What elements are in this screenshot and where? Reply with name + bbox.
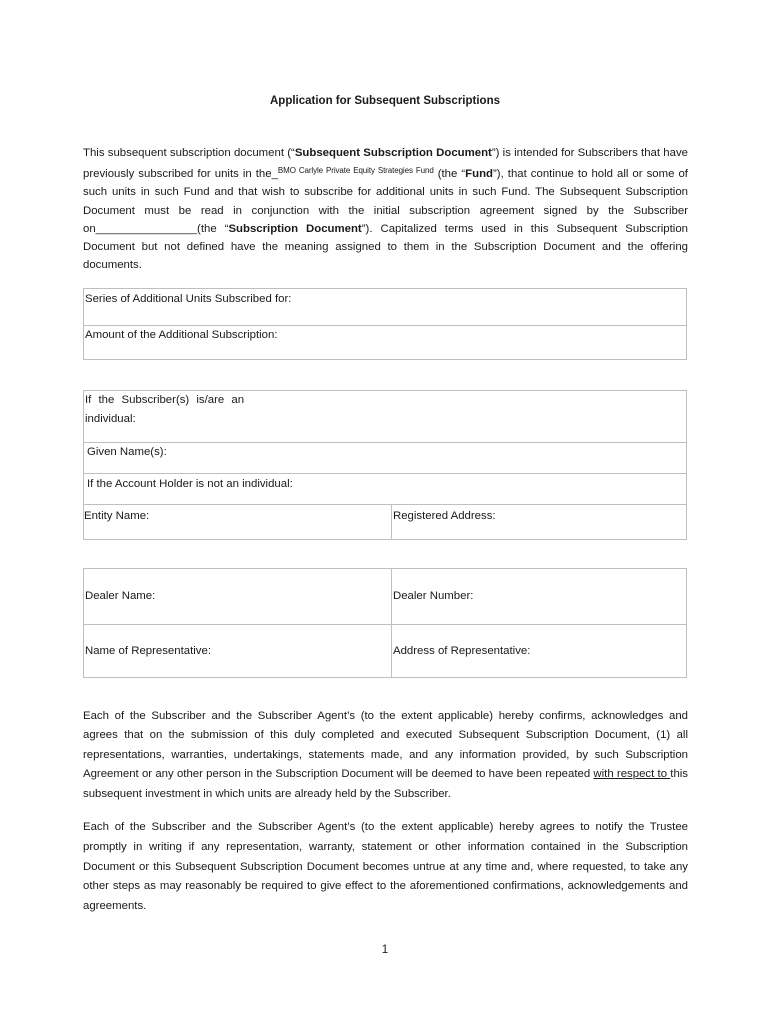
given-names-label: Given Name(s): — [87, 446, 167, 458]
intro-text-5: ”). Capitalized terms used in this Subsequent Subscription Document but not defined have the meaning assigned to them in the Subscription Document and the offering documents. — [83, 222, 688, 272]
intro-text-3: (the “ — [433, 168, 466, 181]
individual-label-line2: individual: — [85, 413, 136, 425]
intro-text-2: ”) is intended for Subscribers that have previously subscribed for units in the — [83, 147, 688, 181]
rep-address-label[interactable]: Address of Representative: — [393, 645, 531, 657]
series-row[interactable] — [84, 289, 686, 325]
dealer-number-label[interactable]: Dealer Number: — [393, 590, 474, 602]
intro-term-subscription-document: Subscription Document — [228, 222, 362, 235]
not-individual-label: If the Account Holder is not an individual: — [87, 478, 293, 490]
series-label: Series of Additional Units Subscribed for: — [85, 293, 292, 305]
confirm-text-1: Each of the Subscriber and the Subscriber Agent’s (to the extent applicable) hereby confirms, acknowledges and agrees that on the submission of this duly completed and executed Subsequent Subscription Document, (1) all representations, warranties, undertakings, statements made, and any information provided, by such Subscription Agreement or any other person in the Subscription Document will be deemed to have been repeated — [83, 710, 688, 781]
dealer-row — [84, 569, 686, 624]
rep-name-label[interactable]: Name of Representative: — [85, 645, 211, 657]
document-title: Application for Subsequent Subscriptions — [269, 95, 500, 107]
entity-row — [84, 504, 686, 540]
page-number: 1 — [381, 944, 389, 956]
subscription-table — [83, 288, 687, 360]
fund-name-fill[interactable]: BMO Carlyle Private Equity Strategies Fund — [277, 166, 434, 176]
notification-paragraph: Each of the Subscriber and the Subscriber Agent’s (to the extent applicable) hereby agrees to notify the Trustee promptly in writing if any representation, warranty, statement or other information contained in the Subscription Document or this Subsequent Subscription Document becomes untrue at any time and, where requested, to take any other steps as may reasonably be required to give effect to the aforementioned confirmations, acknowledgements and agreements. — [83, 821, 688, 913]
entity-name-label[interactable]: Entity Name: — [84, 510, 150, 522]
subscriber-table — [83, 390, 687, 540]
amount-row[interactable] — [84, 325, 686, 360]
dealer-name-label[interactable]: Dealer Name: — [85, 590, 156, 602]
individual-row — [84, 391, 686, 442]
not-individual-row — [84, 473, 686, 504]
representative-row — [84, 624, 686, 678]
amount-label: Amount of the Additional Subscription: — [85, 329, 278, 341]
intro-paragraph — [83, 144, 688, 274]
fund-blank: _ — [271, 168, 278, 181]
intro-text-1: This subsequent subscription document (“ — [83, 147, 295, 159]
confirm-underlined: with respect to — [593, 768, 671, 781]
confirm-text-2: this subsequent investment in which units are already held by the Subscriber. — [83, 768, 689, 800]
confirmation-paragraph — [83, 707, 688, 804]
intro-term-fund: Fund — [465, 168, 493, 181]
individual-label-line1: If the Subscriber(s) is/are an — [85, 394, 245, 406]
entity-divider — [391, 505, 392, 540]
intro-term-subsequent: Subsequent Subscription Document — [294, 147, 492, 159]
registered-address-label[interactable]: Registered Address: — [393, 510, 496, 522]
given-names-row[interactable] — [84, 442, 686, 473]
dealer-table — [83, 568, 687, 678]
intro-text-4: ”), that continue to hold all or some of such units in such Fund and that wish to subscribe for additional units in such Fund. The Subsequent Subscription Document must be read in conjunction with the initial subscription agreement signed by the Subscriber on________________(the “ — [83, 168, 688, 235]
